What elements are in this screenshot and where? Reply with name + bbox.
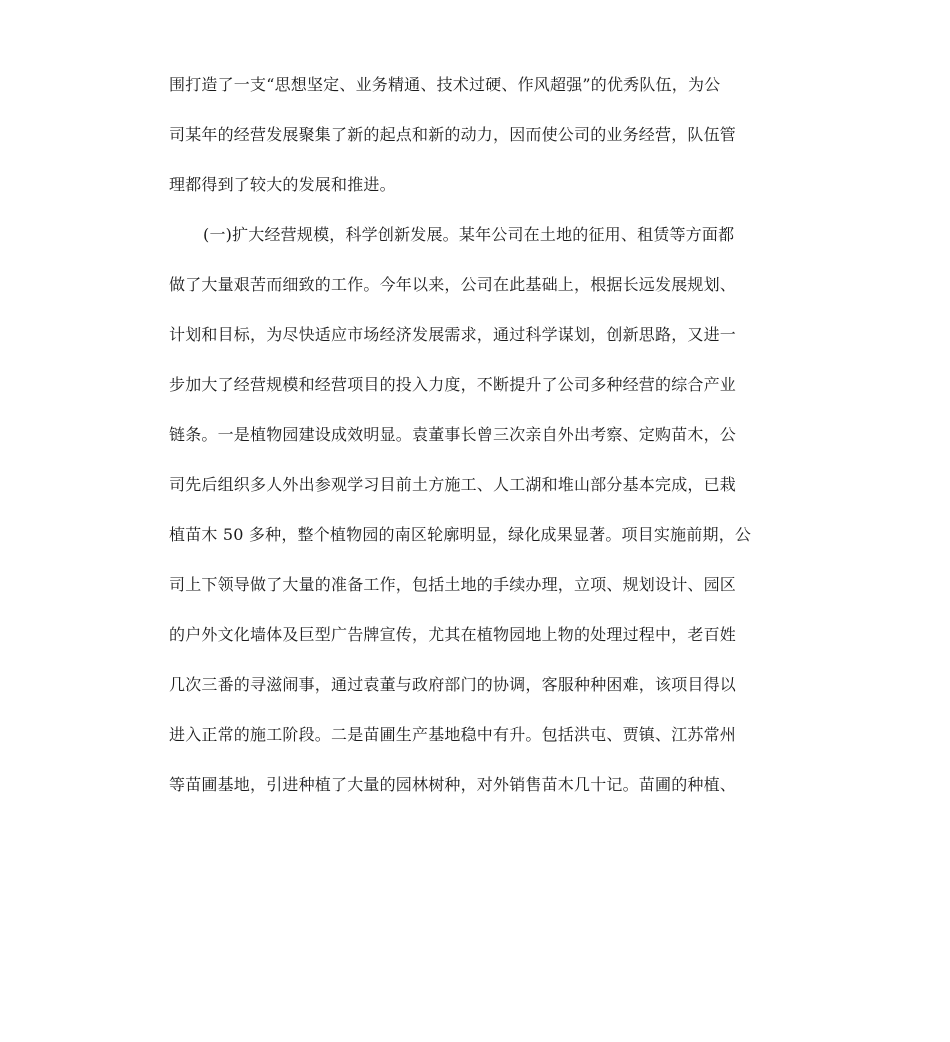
text-line: 司先后组织多人外出参观学习目前土方施工、人工湖和堆山部分基本完成，已栽 [169,475,737,494]
text-line: 几次三番的寻滋闹事，通过袁董与政府部门的协调，客服种种困难，该项目得以 [169,675,737,694]
text-line: 理都得到了较大的发展和推进。 [169,175,396,194]
text-line: 链条。一是植物园建设成效明显。袁董事长曾三次亲自外出考察、定购苗木，公 [169,425,737,444]
body-text [169,60,789,810]
text-line: 步加大了经营规模和经营项目的投入力度，不断提升了公司多种经营的综合产业 [169,375,737,394]
text-line: 植苗木 50 多种，整个植物园的南区轮廓明显，绿化成果显著。项目实施前期，公 [169,525,752,544]
text-line: 进入正常的施工阶段。二是苗圃生产基地稳中有升。包括洪屯、贾镇、江苏常州 [169,725,737,744]
text-line: 围打造了一支“思想坚定、业务精通、技术过硬、作风超强”的优秀队伍，为公 [169,75,721,94]
text-line: 司上下领导做了大量的准备工作，包括土地的手续办理，立项、规划设计、园区 [169,575,737,594]
text-line: 等苗圃基地，引进种植了大量的园林树种，对外销售苗木几十记。苗圃的种植、 [169,775,737,794]
text-line: 做了大量艰苦而细致的工作。今年以来，公司在此基础上，根据长远发展规划、 [169,275,737,294]
text-line: 司某年的经营发展聚集了新的起点和新的动力，因而使公司的业务经营，队伍管 [169,125,737,144]
text-line: 计划和目标，为尽快适应市场经济发展需求，通过科学谋划，创新思路，又进一 [169,325,737,344]
section-heading-line: (一)扩大经营规模，科学创新发展。某年公司在土地的征用、租赁等方面都 [203,225,735,244]
text-line: 的户外文化墙体及巨型广告牌宣传，尤其在植物园地上物的处理过程中，老百姓 [169,625,737,644]
